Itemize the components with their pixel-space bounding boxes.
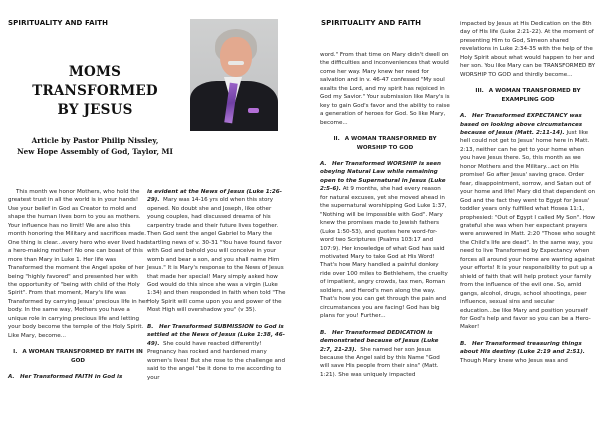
column-4 [460, 20, 596, 373]
title-line: MOMS [68, 64, 122, 80]
subheading-letter: B. [460, 340, 467, 347]
heading-text: A WOMAN TRANSFORMED BY FAITH IN GOD [22, 349, 143, 364]
title-line: TRANSFORMED [32, 83, 158, 99]
section-heading-2 [320, 135, 450, 152]
paragraph-b-body: Though Mary knew who Jesus was and [460, 357, 568, 364]
paragraph-b-body: She named her son Jesus because the Angel said by this Name "God will save His people from their sins" (Matt. 1:21). She was uniquely impacted [320, 346, 440, 378]
title-line: BY JESUS [57, 102, 133, 118]
paragraph-a-body: Mary was 14-16 yrs old when this story opened. No doubt she and Joseph, like other young couples, had discussed dreams of his carpentry trade and their future lives together. Then God sent the angel Gabriel to Mary the startling news of v. 30-31 "You have found favor with God and behold you will conceive in your womb and bear a son, and you shall name Him Jesus." It is Mary's response to the News of Jesus that made her special! Mary simply asked how God would do this since she was a virgin (Luke 1:34) and then responded in faith when told "The Holy Spirit will come upon you and power of the Most High will overshadow you" (v 35). [147, 197, 286, 314]
subheading-letter: B. [320, 329, 327, 336]
column-2 [147, 188, 290, 390]
photo-face [220, 37, 252, 77]
intro-paragraph: This month we honor Mothers, who hold the greatest trust in all the world is in your hands! Use your belief in God as Creator to mold and shape the human lives born to you as mothers. Your influence has no limit! We are also this month honoring the Military and sacrifices made. One thing is clear...every hero who ever lived had a hero-making mother! No one can boast of this more than Mary in Luke 1. Her life was Transformed the moment the Angel spoke of her being "highly favored" and presented her with the opportunity of "being with child of the Holy Spirit". From that moment, Mary's life was Transformed by carrying Jesus' precious life in her body. In the same way, Mothers you have a unique role in carrying precious life and letting your body become the temple of the Holy Spirit. Like Mary, become... [8, 189, 148, 339]
article-title [20, 63, 170, 120]
section-heading-1 [8, 348, 148, 365]
byline-church: New Hope Assembly of God, Taylor, MI [17, 147, 173, 156]
paragraph-b-body: She could have reacted differently! Pregnancy has rocked and hardened many women's lives! But she rose to the challenge and said to the angel "be it done to me according to your [147, 340, 286, 381]
byline-author: Article by Pastor Philip Nissley, [31, 136, 159, 145]
subheading-text: Her Transformed EXPECTANCY was based on looking above circumstances because of Jesus (Matt. 2:11-14). [460, 113, 583, 136]
subheading-letter: A. [8, 374, 15, 381]
section-label: SPIRITUALITY AND FAITH [321, 19, 422, 27]
heading-text: A WOMAN TRANSFORMED BY EXAMPLING GOD [488, 88, 581, 103]
heading-numeral: I. [13, 349, 18, 356]
subheading-text: Her Transformed treasuring things about His destiny (Luke 2:19 and 2:51). [460, 340, 585, 356]
photo-mustache [228, 61, 244, 65]
author-photo [190, 19, 278, 131]
subheading-letter: B. [147, 323, 154, 330]
paragraph-a [460, 112, 596, 332]
paragraph-a [147, 188, 290, 315]
section-heading-3 [460, 87, 596, 104]
paragraph-b [460, 340, 596, 365]
paragraph-b [147, 323, 290, 382]
photo-pocket-square [248, 108, 259, 113]
subheading-text: Her Transformed FAITH in God is [20, 374, 123, 381]
subheading-text: Her Transformed SUBMISSION to God is settled at the News of Jesus (Luke 1:38, 46-49). [147, 323, 285, 347]
paragraph-a [320, 160, 450, 321]
subheading-letter: A. [320, 160, 327, 167]
paragraph-b [320, 329, 450, 380]
paragraph-a-body: Just like hell could not get to Jesus' home here in Matt. 2:13, neither can he get to your home when you have Jesus there. So, this month as we honor Mothers and the Military...act on His promise! Go after Jesus' saving grace. Order fear, disappointment, sorrow, and Satan out of your home and life! Mary did that dependent on God and the fact they went to Egypt for Jesus' toddler years only fulfilled what Hosea 11:1, prophesied: "Out of Egypt I called My Son". How grateful she was when her expectant prayers were answered in Matt. 2:20 "Those who sought the Child's life are dead". In the same way, you need to live Transformed by Expectancy when forces all around your home are warring against your efforts! It is your responsibility to put up a shield of faith that will help protect your family from the influence of the evil one. So, amid gangs, alcohol, drugs, school shootings, peer influence, sexual sins and secular education...be like Mary and position yourself for God's help and favor so you can be a Hero-Maker! [460, 129, 596, 331]
subheading-b [460, 341, 585, 355]
subheading-letter: A. [460, 113, 467, 120]
subheading-a [460, 113, 582, 136]
heading-text: A WOMAN TRANSFORMED BY WORSHIP TO GOD [344, 136, 437, 151]
column-1 [8, 188, 148, 382]
column-3 [320, 51, 450, 387]
continued-paragraph: word." From that time on Mary didn't dwell on the difficulties and inconveniences that would come her way. Mary knew her need for salvation and in v. 46-47 confessed "My soul exalts the Lord, and my spirit has rejoiced in God my Savior." Your submission like Mary's is key to gain God's favor and the ability to raise a generation of heroes for God. So like Mary, become... [320, 52, 450, 126]
heading-numeral: III. [475, 88, 484, 95]
paragraph-a-body: At 9 months, she had every reason for natural excuses, yet she moved ahead in the supernatural worshipping God Luke 1:37, "Nothing will be impossible with God". Mary knew the promises made to Jewish fathers (Luke 1:50-53), and quotes here word-for-word two Scriptures (Psalms 103:17 and 107:9). Her knowledge of what God has said motivated Mary to take God at His Word! That's how Mary handled a painful donkey ride over 100 miles to Bethlehem, the cruelty of impatient, angry crowds, tax men, Roman soldiers, and Herod's men along the way. That's how you can get through the pain and circumstances you are facing! God has big plans for you! Further... [320, 186, 448, 320]
subheading-a [8, 373, 148, 381]
section-label: SPIRITUALITY AND FAITH [8, 19, 109, 27]
byline [0, 135, 190, 157]
subheading-text: Her Transformed DEDICATION is demonstrated because of Jesus (Luke 2:7, 21-23). [320, 329, 439, 353]
subheading-text: Her Transformed WORSHIP is seen obeying Natural Law while remaining open to the Supernatural in Jesus (Luke 2:5-6). [320, 160, 446, 193]
subheading-a-continued: is evident at the News of Jesus (Luke 1:26- 29). [147, 189, 282, 204]
continued-paragraph: impacted by Jesus at His Dedication on the 8th day of His life (Luke 2:21-22). At the moment of presenting Him to God, Simeon shared revelations in Luke 2:34-35 with the help of the Holy Spirit about what would happen to her and her son. You like Mary can be TRANSFORMED BY WORSHIP TO GOD and thirdly become... [460, 21, 596, 78]
heading-numeral: II. [333, 136, 340, 143]
